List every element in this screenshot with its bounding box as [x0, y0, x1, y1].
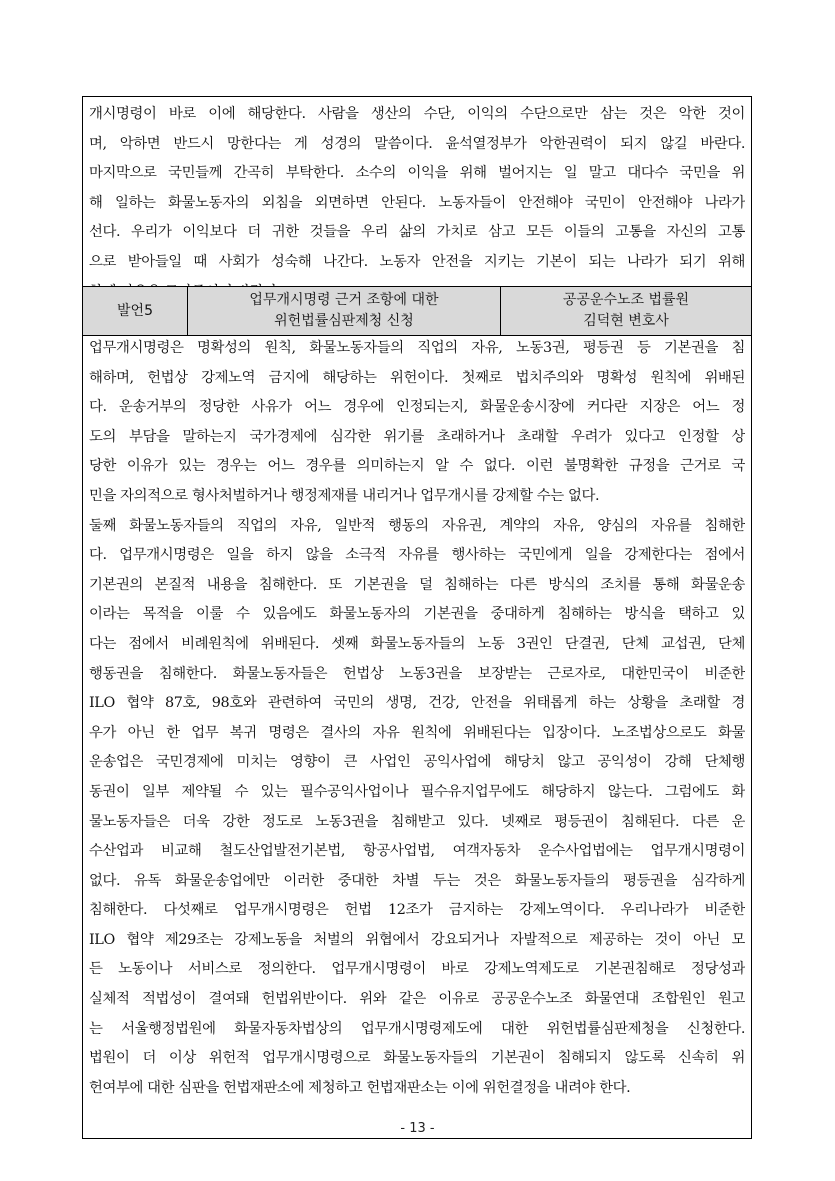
speaker-name: 김덕현 변호사 [583, 313, 669, 329]
text-line: 다. 업무개시명령은 일을 하지 않을 소극적 자유를 행사하는 국민에게 일을 강제한다는 점에서 [89, 547, 745, 564]
text-line: 마지막으로 국민들께 간곡히 부탁한다. 소수의 이익을 위해 벌어지는 일 말고 대다수 국민을 위 [89, 165, 745, 182]
speech-title-line2: 위헌법률심판제청 신청 [274, 313, 414, 329]
text-line: 기본권의 본질적 내용을 침해한다. 또 기본권을 덜 침해하는 다른 방식의 조치를 통해 화물운송 [89, 576, 745, 593]
text-line: 도의 부담을 말하는지 국가경제에 심각한 위기를 초래하거나 초래할 우려가 있다고 인정할 상 [89, 428, 745, 445]
text-line: 법원이 더 이상 위헌적 업무개시명령으로 화물노동자들의 기본권이 침해되지 않도록 신속히 위 [89, 1050, 745, 1067]
text-line: 개시명령이 바로 이에 해당한다. 사람을 생산의 수단, 이익의 수단으로만 삼는 것은 악한 것이 [89, 106, 745, 122]
text-line: 동권이 일부 제약될 수 있는 필수공익사업이나 필수유지업무에도 해당하지 않는다. 그럼에도 화 [89, 783, 745, 800]
speech-header-row [83, 286, 751, 336]
text-line: 해 일하는 화물노동자의 외침을 외면하면 안된다. 노동자들이 안전해야 국민이 안전해야 나라가 [89, 194, 745, 211]
text-line: ILO 협약 87호, 98호와 관련하여 국민의 생명, 건강, 안전을 위태롭게 하는 상황을 초래할 경 [89, 695, 745, 712]
speech5-paragraph [83, 334, 751, 1103]
speech-title-line1: 업무개시명령 근거 조항에 대한 [249, 292, 439, 308]
speech-title [188, 287, 501, 335]
content-frame [82, 96, 752, 1139]
speaker-organization: 공공운수노조 법률원 [562, 292, 690, 308]
text-line: 없다. 유독 화물운송업에만 이러한 중대한 차별 두는 것은 화물노동자들의 평등권을 심각하게 [89, 872, 745, 889]
speaker-info [501, 287, 751, 335]
text-line: 이라는 목적을 이룰 수 있음에도 화물노동자의 기본권을 중대하게 침해하는 방식을 택하고 있 [89, 606, 745, 623]
page-number: - 13 - [400, 1121, 435, 1136]
text-line: 업무개시명령은 명확성의 원칙, 화물노동자들의 직업의 자유, 노동3권, 평등권 등 기본권을 침 [89, 340, 745, 356]
text-line: 선다. 우리가 이익보다 더 귀한 것들을 우리 삶의 가치로 삼고 모든 이들의 고통을 자신의 고통 [89, 224, 745, 241]
text-line: 실체적 적법성이 결여돼 헌법위반이다. 위와 같은 이유로 공공운수노조 화물연대 조합원인 원고 [89, 991, 745, 1008]
speech-number [83, 287, 188, 335]
text-line: 운송업은 국민경제에 미치는 영향이 큰 사업인 공익사업에 해당치 않고 공익성이 강해 단체행 [89, 754, 745, 771]
text-line: 해하며, 헌법상 강제노역 금지에 해당하는 위헌이다. 첫째로 법치주의와 명확성 원칙에 위배된 [89, 369, 745, 386]
text-line: 우가 아닌 한 업무 복귀 명령은 결사의 자유 원칙에 위배된다는 입장이다. 노조법상으로도 화물 [89, 724, 745, 741]
text-line: 다. 운송거부의 정당한 사유가 어느 경우에 인정되는지, 화물운송시장에 커다란 지장은 어느 정 [89, 399, 745, 416]
text-line: 든 노동이나 서비스로 정의한다. 업무개시명령이 바로 강제노역제도로 기본권침해로 정당성과 [89, 961, 745, 978]
text-line: 당한 이유가 있는 경우는 어느 경우를 의미하는지 알 수 없다. 이런 불명확한 규정을 근거로 국 [89, 458, 745, 475]
text-line: 는 서울행정법원에 화물자동차법상의 업무개시명령제도에 대한 위헌법률심판제청을 신청한다. [89, 1020, 745, 1037]
previous-speech-paragraph [83, 100, 751, 307]
text-line: ILO 협약 제29조는 강제노동을 처벌의 위협에서 강요되거나 자발적으로 제공하는 것이 아닌 모 [89, 931, 745, 948]
text-line: 민을 자의적으로 형사처벌하거나 행정제재를 내리거나 업무개시를 강제할 수는 없다. [89, 487, 600, 504]
speech-number-label: 발언5 [117, 302, 153, 319]
text-line: 침해한다. 다섯째로 업무개시명령은 헌법 12조가 금지하는 강제노역이다. 우리나라가 비준한 [89, 902, 745, 919]
text-line: 물노동자들은 더욱 강한 정도로 노동3권을 침해받고 있다. 넷째로 평등권이 침해된다. 다른 운 [89, 813, 745, 830]
text-line: 다는 점에서 비례원칙에 위배된다. 셋째 화물노동자들의 노동 3권인 단결권, 단체 교섭권, 단체 [89, 635, 745, 652]
text-line: 행동권을 침해한다. 화물노동자들은 헌법상 노동3권을 보장받는 근로자로, 대한민국이 비준한 [89, 665, 745, 682]
text-line: 며, 악하면 반드시 망한다는 게 성경의 말씀이다. 윤석열정부가 악한권력이 되지 않길 바란다. [89, 135, 745, 152]
text-line: 수산업과 비교해 철도산업발전기본법, 항공사업법, 여객자동차 운수사업법에는 업무개시명령이 [89, 843, 745, 860]
text-line: 둘째 화물노동자들의 직업의 자유, 일반적 행동의 자유권, 계약의 자유, 양심의 자유를 침해한 [89, 517, 745, 534]
text-line: 헌여부에 대한 심판을 헌법재판소에 제청하고 헌법재판소는 이에 위헌결정을 내려야 한다. [89, 1079, 631, 1096]
text-line: 으로 받아들일 때 사회가 성숙해 나간다. 노동자 안전을 지키는 기본이 되는 나라가 되기 위해 [89, 253, 745, 270]
